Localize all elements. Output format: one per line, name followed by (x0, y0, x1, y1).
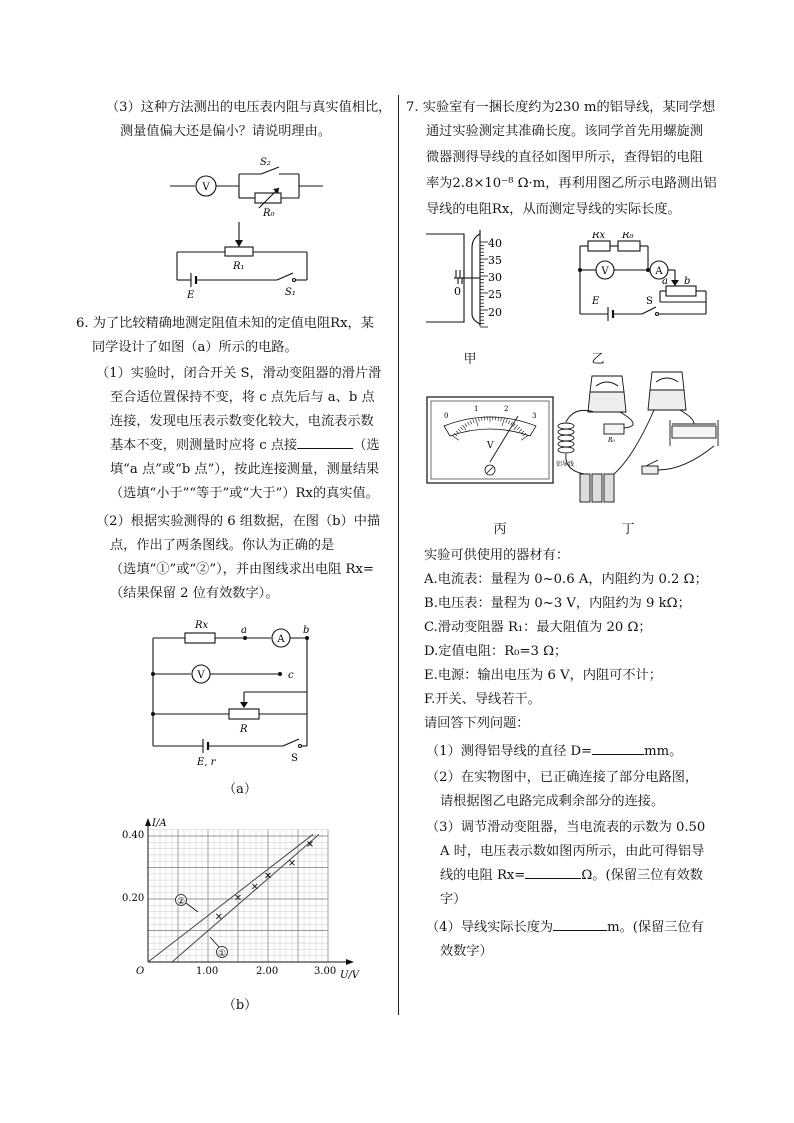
label-s: S (291, 753, 298, 764)
q6-p2-line1: （2）根据实验测得的 6 组数据，在图（b）中描 (96, 514, 381, 529)
material-c: C.滑动变阻器 R₁：最大阻值为 20 Ω； (424, 620, 652, 635)
label-a: a (241, 625, 247, 636)
caption-bing: 丙 (493, 522, 507, 537)
caption-ding: 丁 (621, 522, 635, 537)
q7-line2: 通过实验测定其准确长度。该同学首先用螺旋测 (426, 124, 703, 139)
micrometer-tick: 35 (488, 254, 502, 267)
label-s1: S₁ (285, 287, 296, 298)
caption-b: （b） (222, 998, 258, 1013)
x-axis-label: U/V (340, 970, 360, 981)
label-r0: R₀ (263, 208, 275, 219)
label-r0: R₀ (622, 232, 634, 241)
micrometer-figure (424, 228, 520, 328)
label-r: R (240, 724, 248, 735)
q6-p1-line5: 填“a 点”或“b 点”），按此连接测量，测量结果 (110, 462, 380, 477)
scale-label: 2 (504, 405, 509, 413)
fit-line-2 (148, 834, 313, 962)
label-c: c (288, 670, 294, 681)
material-e: E.电源：输出电压为 6 V，内阻可不计； (424, 668, 662, 683)
material-a: A.电流表：量程为 0~0.6 A，内阻约为 0.2 Ω； (424, 572, 708, 587)
q7-part3-line4: 字） (440, 892, 467, 907)
micrometer-tick: 25 (488, 288, 502, 301)
label-s2: S₂ (260, 157, 271, 168)
q7-line4: 率为2.8×10⁻⁸ Ω·m，再利用图乙所示电路测出铝 (426, 176, 717, 191)
q7-part1b: mm。 (644, 744, 683, 759)
voltmeter-face-figure (426, 396, 554, 484)
q6-p1-line3: 连接，发现电压表示数变化较大，电流表示数 (110, 414, 374, 429)
label-a: a (662, 276, 668, 287)
x-tick-label: 3.00 (314, 966, 337, 977)
iu-graph-b (118, 812, 368, 982)
q7-part4 (426, 916, 704, 940)
material-b: B.电压表：量程为 0~3 V，内阻约为 9 kΩ； (424, 596, 691, 611)
q7-part3-line3 (440, 864, 703, 888)
materials-title: 实验可供使用的器材有： (424, 548, 570, 563)
y-axis-label: I/A (152, 818, 167, 829)
q7-part3-line1: （3）调节滑动变阻器，当电流表的示数为 0.50 (426, 820, 706, 835)
questions-title: 请回答下列问题： (424, 716, 530, 731)
voltmeter-label: V (601, 266, 609, 277)
q7-part3-line3b: Ω。(保留三位有效数 (581, 868, 703, 883)
q6-p1-line2: 至合适位置保持不变，将 c 点先后与 a、b 点 (110, 390, 375, 405)
label-e: E (187, 290, 195, 300)
micrometer-tick: 30 (488, 271, 502, 284)
q6-p2-line2: 点，作出了两条图线。你认为正确的是 (110, 538, 335, 553)
label-er: E, r (197, 757, 216, 766)
caption-yi: 乙 (591, 352, 605, 367)
unit-label: V (487, 441, 494, 451)
q7-part3-line3a: 线的电阻 Rx= (440, 868, 526, 883)
circuit-figure-a (145, 616, 330, 766)
label-b: b (684, 276, 691, 287)
answer-blank[interactable] (525, 864, 581, 879)
q6-p1-line4 (110, 434, 380, 458)
scale-label: 0 (444, 412, 449, 420)
scale-label: 3 (532, 412, 537, 420)
line-2-label: ② (176, 897, 186, 907)
coil-label: 铝导线 (556, 461, 575, 468)
q7-line5: 导线的电阻Rx，从而测定导线的实际长度。 (426, 202, 681, 217)
q7-line1: 7. 实验室有一捆长度约为230 m的铝导线，某同学想 (406, 100, 716, 115)
x-tick-label: 1.00 (196, 966, 219, 977)
q6-p2-line4: （结果保留 2 位有效数字）。 (110, 586, 279, 601)
q6-p2-line3: （选填“①”或“②”），并由图线求出电阻 Rx= (110, 562, 374, 577)
label-r0: R₀ (608, 437, 615, 444)
label-rx: Rx (592, 232, 606, 241)
ammeter-label: A (277, 634, 285, 645)
label-r1: R₁ (233, 261, 245, 272)
q7-part2-line1: （2）在实物图中，已正确连接了部分电路图， (426, 770, 699, 785)
answer-blank[interactable] (297, 434, 353, 449)
material-f: F.开关、导线若干。 (424, 692, 541, 707)
q7-part2-line2: 请根据图乙电路完成剩余部分的连接。 (440, 794, 665, 809)
circuit-figure-yi (572, 232, 712, 330)
voltmeter-label: V (202, 182, 210, 193)
line-1-label: ① (217, 949, 227, 959)
voltmeter-label: V (197, 670, 205, 681)
scale-label: 1 (474, 405, 479, 413)
origin-label: O (136, 966, 145, 977)
apparatus-figure-ding (554, 366, 724, 516)
q6-p1-line6: （选填“小于”“等于”或“大于”）Rx的真实值。 (110, 486, 379, 501)
q6-line1: 6. 为了比较精确地测定阻值未知的定值电阻Rx，某 (76, 316, 374, 331)
fit-line-1 (172, 834, 319, 962)
q6-line2: 同学设计了如图（a）所示的电路。 (92, 340, 298, 355)
label-rx: Rx (195, 620, 209, 631)
caption-a: （a） (223, 782, 257, 797)
material-d: D.定值电阻：R₀=3 Ω； (424, 644, 568, 659)
label-s: S (646, 296, 653, 307)
q6-p1-line1: （1）实验时，闭合开关 S，滑动变阻器的滑片滑 (96, 366, 382, 381)
micrometer-zero: 0 (454, 285, 461, 298)
x-tick-label: 2.00 (256, 966, 279, 977)
answer-blank[interactable] (592, 740, 644, 755)
q7-part4a: （4）导线实际长度为 (426, 920, 554, 935)
q5-3-line1: （3）这种方法测出的电压表内阻与真实值相比， (106, 100, 392, 115)
y-tick-label: 0.20 (122, 893, 145, 904)
micrometer-tick: 20 (488, 306, 502, 319)
micrometer-tick: 40 (488, 237, 502, 250)
q7-part4b: m。(保留三位有 (607, 920, 704, 935)
q7-line3: 微器测得导线的直径如图甲所示，查得铝的电阻 (426, 150, 703, 165)
ammeter-label: A (655, 266, 663, 277)
q6-p1-line4b: （选 (353, 438, 380, 453)
caption-jia: 甲 (463, 352, 477, 367)
y-tick-label: 0.40 (122, 830, 145, 841)
label-e: E (592, 296, 600, 307)
q7-part3-line2: A 时，电压表示数如图丙所示，由此可得铝导 (440, 844, 705, 859)
q5-3-line2: 测量值偏大还是偏小？请说明理由。 (120, 124, 331, 139)
q6-p1-line4a: 基本不变，则测量时应将 c 点接 (110, 438, 298, 453)
circuit-figure-top (165, 152, 325, 300)
column-divider (398, 95, 399, 1015)
q7-part1a: （1）测得铝导线的直径 D= (426, 744, 593, 759)
q7-part1 (426, 740, 682, 764)
answer-blank[interactable] (553, 916, 607, 931)
label-b: b (303, 625, 310, 636)
q7-part4-line2: 效数字） (440, 944, 493, 959)
